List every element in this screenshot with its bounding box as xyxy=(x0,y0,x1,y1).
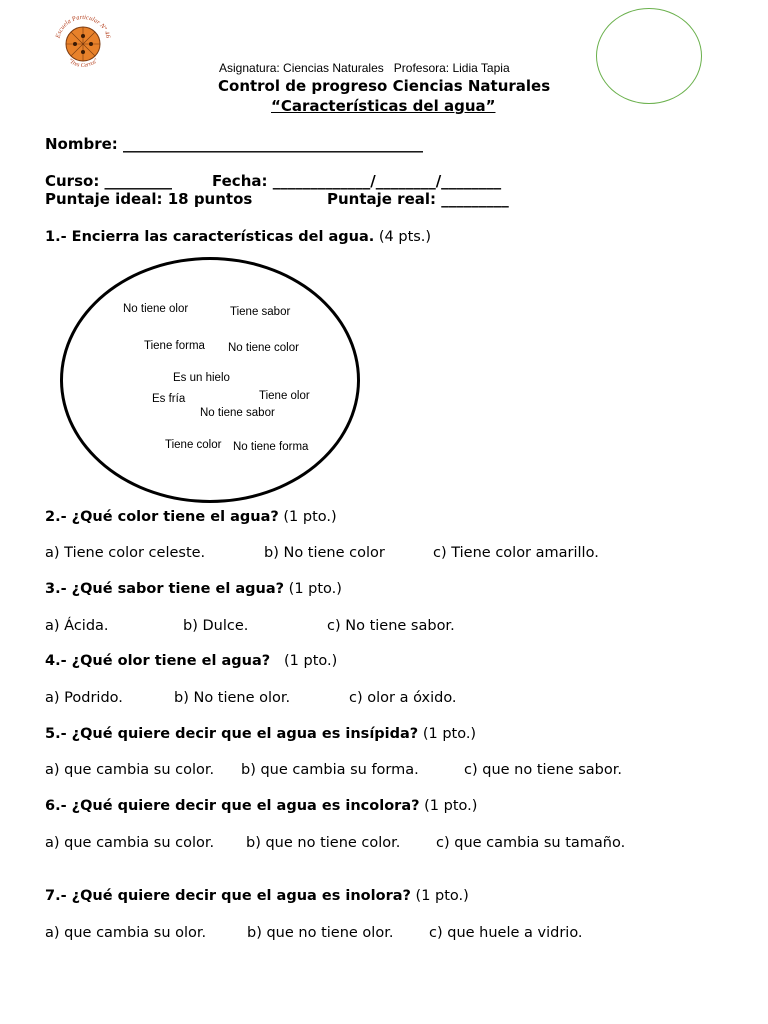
grade-circle xyxy=(596,8,702,104)
question-3 xyxy=(45,581,342,597)
answer-option[interactable]: b) que cambia su forma. xyxy=(241,762,419,778)
question-1-prompt: 1.- Encierra las características del agua. xyxy=(45,229,375,245)
answer-option[interactable]: a) Podrido. xyxy=(45,690,123,706)
question-7-points: (1 pto.) xyxy=(415,888,469,904)
answer-option[interactable]: b) que no tiene olor. xyxy=(247,925,394,941)
answer-option[interactable]: a) Tiene color celeste. xyxy=(45,545,206,561)
logo-text-bottom: "Tres Cerros" xyxy=(66,57,100,69)
fecha-field[interactable]: Fecha: _____________/________/________ xyxy=(212,172,502,190)
question-6-prompt: 6.- ¿Qué quiere decir que el agua es incolora? xyxy=(45,798,420,814)
answer-option[interactable]: c) Tiene color amarillo. xyxy=(433,545,599,561)
answer-option[interactable]: b) que no tiene color. xyxy=(246,835,401,851)
answer-option[interactable]: c) que huele a vidrio. xyxy=(429,925,583,941)
question-4-prompt: 4.- ¿Qué olor tiene el agua? xyxy=(45,653,271,669)
teacher-label: Profesora: Lidia Tapia xyxy=(393,61,510,75)
question-4-points: (1 pto.) xyxy=(284,653,338,669)
puntaje-real-field[interactable]: Puntaje real: _________ xyxy=(327,190,509,208)
subject-label: Asignatura: Ciencias Naturales xyxy=(219,61,384,75)
question-6-points: (1 pto.) xyxy=(424,798,478,814)
word-option[interactable]: No tiene sabor xyxy=(200,407,275,419)
question-5 xyxy=(45,726,476,742)
word-option[interactable]: Tiene sabor xyxy=(230,306,291,318)
puntaje-ideal: Puntaje ideal: 18 puntos xyxy=(45,190,253,208)
page-title: Control de progreso Ciencias Naturales xyxy=(218,77,551,95)
word-option[interactable]: Tiene olor xyxy=(259,390,310,402)
question-5-points: (1 pto.) xyxy=(422,726,477,742)
answer-option[interactable]: c) No tiene sabor. xyxy=(327,618,455,634)
logo-text-top: Escuela Particular Nº 46 xyxy=(54,13,112,39)
page-subtitle: “Características del agua” xyxy=(271,97,496,115)
question-5-prompt: 5.- ¿Qué quiere decir que el agua es insípida? xyxy=(45,726,419,742)
word-option[interactable]: Es fría xyxy=(152,393,186,405)
question-2-points: (1 pto.) xyxy=(283,509,337,525)
question-3-prompt: 3.- ¿Qué sabor tiene el agua? xyxy=(45,581,285,597)
word-option[interactable]: Tiene forma xyxy=(144,340,205,352)
question-4 xyxy=(45,653,337,669)
question-1 xyxy=(45,229,431,245)
word-option[interactable]: No tiene color xyxy=(228,342,299,354)
question-1-points: (4 pts.) xyxy=(378,229,432,245)
word-option[interactable]: No tiene forma xyxy=(233,441,309,453)
question-7 xyxy=(45,888,469,904)
answer-option[interactable]: a) que cambia su olor. xyxy=(45,925,207,941)
answer-option[interactable]: c) que cambia su tamaño. xyxy=(436,835,626,851)
question-3-points: (1 pto.) xyxy=(288,581,342,597)
school-logo xyxy=(52,12,114,74)
question-2 xyxy=(45,509,337,525)
answer-option[interactable]: b) Dulce. xyxy=(183,618,249,634)
header-subject-line xyxy=(219,61,510,75)
word-option[interactable]: Es un hielo xyxy=(173,372,230,384)
word-option[interactable]: No tiene olor xyxy=(123,303,189,315)
answer-option[interactable]: a) Ácida. xyxy=(45,618,109,634)
question-7-prompt: 7.- ¿Qué quiere decir que el agua es inolora? xyxy=(45,888,411,904)
answer-option[interactable]: b) No tiene olor. xyxy=(174,690,291,706)
answer-option[interactable]: b) No tiene color xyxy=(264,545,385,561)
question-2-prompt: 2.- ¿Qué color tiene el agua? xyxy=(45,509,279,525)
answer-option[interactable]: a) que cambia su color. xyxy=(45,835,215,851)
answer-option[interactable]: a) que cambia su color. xyxy=(45,762,215,778)
question-6 xyxy=(45,798,477,814)
word-option[interactable]: Tiene color xyxy=(165,439,222,451)
answer-option[interactable]: c) olor a óxido. xyxy=(349,690,457,706)
nombre-field[interactable]: Nombre: ________________________________________ xyxy=(45,135,424,153)
answer-option[interactable]: c) que no tiene sabor. xyxy=(464,762,622,778)
curso-field[interactable]: Curso: _________ xyxy=(45,172,173,190)
